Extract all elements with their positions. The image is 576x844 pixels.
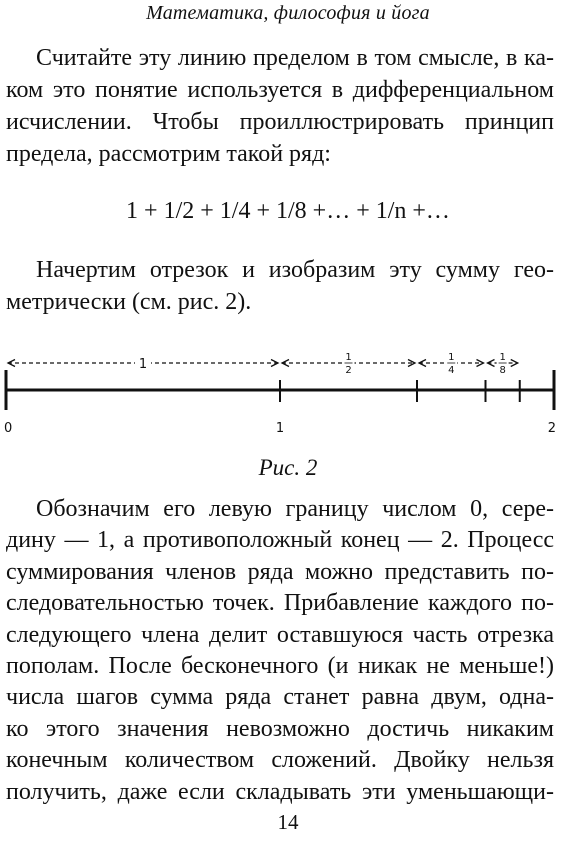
series-formula: 1 + 1/2 + 1/4 + 1/8 +… + 1/n +… xyxy=(126,198,450,224)
paragraph-limit-intro xyxy=(6,42,554,170)
fraction-denominator: 4 xyxy=(448,365,455,376)
text-line: Считайте эту линию пределом в том смысле, в ка- xyxy=(36,45,554,71)
segment-label: 1 xyxy=(138,357,148,372)
figure-number-line xyxy=(0,342,576,442)
fraction-numerator: 1 xyxy=(499,352,506,363)
figure-caption: Рис. 2 xyxy=(258,455,318,480)
text-line: следовательностью точек. Прибавление каждого по- xyxy=(6,590,554,617)
page-number: 14 xyxy=(277,810,299,834)
fraction-numerator: 1 xyxy=(345,352,352,363)
paragraph-draw-segment xyxy=(6,254,554,318)
tick-label: 2 xyxy=(547,421,556,436)
tick-label: 1 xyxy=(275,421,285,436)
text-line: ком это понятие используется в дифференциальном xyxy=(6,77,554,103)
text-line: предела, рассмотрим такой ряд: xyxy=(6,141,331,167)
text-line: конечным количеством сложений. Двойку нельзя xyxy=(6,747,554,774)
text-line: суммирования членов ряда можно представить по- xyxy=(6,558,554,585)
text-line: Начертим отрезок и изобразим эту сумму гео- xyxy=(36,257,554,283)
text-line: пополам. После бесконечного (и никак не меньше!) xyxy=(6,653,554,680)
text-line: Обозначим его левую границу числом 0, сере- xyxy=(36,496,554,522)
fraction-denominator: 8 xyxy=(499,365,506,376)
running-header: Математика, философия и йога xyxy=(146,2,430,24)
tick-label: 0 xyxy=(4,421,13,436)
text-line: ко этого значения невозможно достичь никаким xyxy=(6,715,554,742)
paragraph-series-sum xyxy=(6,494,554,808)
text-line: следующего члена делит оставшуюся часть отрезка xyxy=(6,621,554,648)
fraction-numerator: 1 xyxy=(448,352,455,363)
text-line: метрически (см. рис. 2). xyxy=(6,289,252,315)
text-line: числа шагов сумма ряда станет равна двум, одна- xyxy=(6,684,554,711)
fraction-denominator: 2 xyxy=(345,365,352,376)
text-line: получить, даже если складывать эти уменьшающи- xyxy=(6,778,554,805)
text-line: дину — 1, а противоположный конец — 2. Процесс xyxy=(6,527,554,554)
text-line: исчислении. Чтобы проиллюстрировать принцип xyxy=(6,109,554,135)
